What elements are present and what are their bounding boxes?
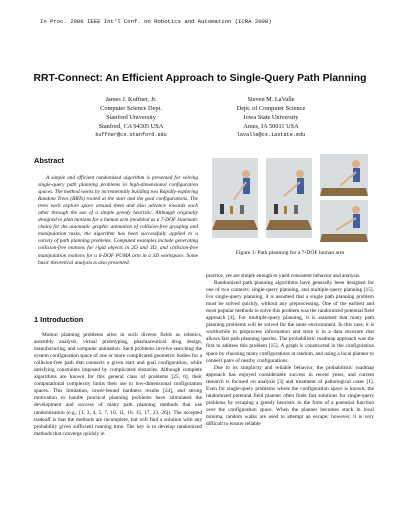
author-institution: Stanford University: [106, 114, 156, 121]
author-address: Stanford, CA 94305 USA: [98, 123, 164, 130]
figure-caption: Figure 1: Path planning for a 7-DOF human arm: [235, 250, 345, 256]
author-email: kuffner@cs.stanford.edu: [95, 132, 167, 138]
right-column-text: [206, 273, 374, 428]
author-block-kuffner: [56, 95, 206, 140]
right-column-paragraph-1: practice, yet are simple enough to yield consistent behavior and analysis.: [206, 273, 361, 279]
author-institution: Iowa State University: [243, 114, 299, 121]
author-block-lavalle: [196, 95, 346, 140]
figure-panel-middle: [266, 158, 312, 238]
author-address: Ames, IA 50011 USA: [243, 123, 299, 130]
author-dept: Dept. of Computer Science: [236, 105, 306, 112]
proceedings-header: In Proc. 2000 IEEE Int'l Conf. on Robotics and Automation (ICRA 2000): [40, 18, 272, 25]
right-column-paragraph-3: Due to its simplicity and reliable behavior, the probabilistic roadmap approach has enjoyed considerable success in recent years, and current research is focused on analysis [3] and treatment of pathological cases [1]. Even for single-query problems where the configuration space is known, the randomized potential field planner often finds fast solutions for single-query problems by escaping a greedy heuristic in the form of a potential function over the configuration space. When the planner becomes stuck in local minima, random walks are used to attempt an escape; however, it is very difficult to ensure reliable: [206, 364, 374, 427]
figure-robot-arm-image: [210, 150, 370, 244]
abstract-heading: Abstract: [34, 156, 64, 165]
abstract-text: A simple and efficient randomized algorithm is presented for solving single-query path planning problems in high-dimensional configuration spaces. The method works by incrementally building two Rapidly-exploring Random Trees (RRTs) rooted at the start and the goal configurations. The trees each explore space around them and also advance towards each other through the use of a simple greedy heuristic. Although originally designed to plan motions for a human arm (modeled as a 7-DOF kinematic chain) for the automatic graphic animation of collision-free grasping and manipulation tasks, the algorithm has been successfully applied to a variety of path planning problems. Computed examples include generating collision-free motions for rigid objects in 2D and 3D, and collision-free manipulation motions for a 6-DOF PUMA arm in a 3D workspace. Some basic theoretical analysis is also presented.: [38, 175, 199, 266]
author-name: Steven M. LaValle: [247, 96, 295, 103]
introduction-text: Motion planning problems arise in such diverse fields as robotics, assembly analysis, virtual prototyping, pharmaceutical drug design, manufacturing, and computer animation. Such problems involve searching the system configuration space of one or more complicated geometric bodies for a collision-free path that connects a given start and goal configuration, while satisfying constraints imposed by complicated obstacles. Although complete algorithms are known for this general class of problems [25, 6], their computational complexity limits their use to low-dimensional configuration spaces. This limitation, lower-bound hardness results [24], and strong motivation to handle practical planning problems have stimulated the development and success of many path planning methods that use randomization (e.g., [1, 3, 4, 5, 7, 10, 11, 16, 15, 17, 23, 26]). The accepted tradeoff is that the methods are incomplete, but will find a solution with any probability given sufficient running time. The key is to develop randomized methods that converge quickly in: [34, 332, 202, 437]
author-email: lavalle@cs.iastate.edu: [236, 132, 306, 138]
right-column-paragraph-2: Randomized path planning algorithms have generally been designed for one of two contexts: single-query planning, and multiple-query planning [15]. For single-query planning, it is assumed that a single path planning problem must be solved quickly, without any preprocessing. One of the earliest and most popular methods to solve this problem was the randomized potential field approach [4]. For multiple-query planning, it is assumed that many path planning problems will be solved for the same environment. In this case, it is worthwhile to preprocess information and store it in a data structure that allows fast path planning queries. The probabilistic roadmap approach was the first to address this problem [15]. A graph is constructed in the configuration space by choosing many configurations at random, and using a local planner to connect pairs of nearby configurations.: [206, 280, 374, 364]
author-name: James J. Kuffner, Jr.: [105, 96, 157, 103]
figure-panel-left: [212, 158, 258, 238]
introduction-heading: 1 Introduction: [34, 315, 84, 324]
paper-title: RRT-Connect: An Efficient Approach to Single-Query Path Planning: [33, 73, 367, 84]
author-dept: Computer Science Dept.: [100, 105, 162, 112]
